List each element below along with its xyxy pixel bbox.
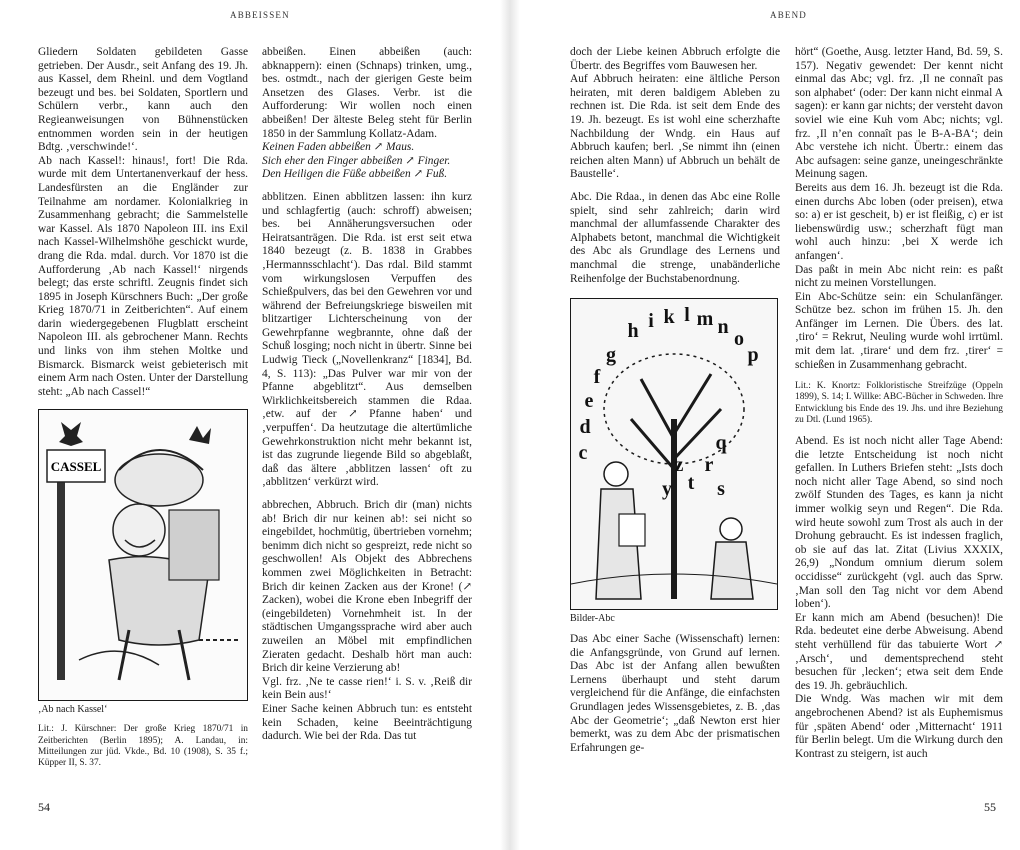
alphabet-letter: l bbox=[684, 304, 690, 327]
paragraph: Vgl. frz. ‚Ne te casse rien!‘ i. S. v. ‚Reiß dir kein Bein aus!‘ bbox=[262, 675, 472, 702]
alphabet-letter: i bbox=[648, 310, 654, 333]
figure-caption: Bilder-Abc bbox=[570, 613, 615, 625]
left-page-column-1 bbox=[38, 46, 248, 806]
alphabet-letter: c bbox=[578, 442, 588, 465]
page-number-right: 55 bbox=[984, 800, 996, 814]
signpost-pole bbox=[57, 480, 65, 680]
pupil-figure bbox=[711, 542, 753, 599]
paragraph: Das paßt in mein Abc nicht rein: es paßt nicht zu meinen Vorstellungen. bbox=[795, 263, 1003, 290]
cross-reference: Sich eher den Finger abbeißen ↗ Finger. bbox=[262, 154, 451, 167]
alphabet-letter: f bbox=[593, 366, 601, 389]
entry-abbrechen: abbrechen, Abbruch. Brich dir (man) nichts ab! Brich dir nur keinen ab!: sei nicht so eingebildet, hochmütig, übertrieben vornehm; benimm dich nicht so gespreizt, rede nicht so geschwollen! Als Objekt des Abbrechens kommen zwei Möglichkeiten in Betracht: Brich dir keinen Zacken aus der Krone! (↗ Zacken), wobei die Krone eben Inbegriff der (eingebildeten) Vornehmheit ist. In der städtischen Umgangssprache wird aber auch zuweilen an Möbel mit empfindlichen Zieraten gedacht. Deshalb hört man auch: Brich dir keine Verzierung ab! bbox=[262, 499, 472, 675]
bilder-abc-woodcut bbox=[570, 298, 778, 610]
cross-reference: Keinen Faden abbeißen ↗ Maus. bbox=[262, 141, 415, 154]
paragraph: hört“ (Goethe, Ausg. letzter Hand, Bd. 59, S. 157). Negativ gewendet: Der kennt nicht einmal das Abc; vgl. frz. ‚Il ne connaît pas son alphabet‘ (oder: Der kann nicht einmal A sagen): er kann gar nichts; der versteht davon soviel wie eine Kuh vom Abc; nichts; vgl. frz. ‚Il n’en connaît pas le B-A-BA‘; dein Abc verstehe ich nicht. Übertr.: einem das Abc aufsagen: seine ganze, uneingeschränkte Meinung sagen. bbox=[795, 46, 1003, 181]
paragraph: Einer Sache keinen Abbruch tun: es entsteht kein Schaden, keine Beeinträchtigung dadurch. Wie bei der Rda. Das tut bbox=[262, 702, 472, 743]
running-head-right: ABEND bbox=[770, 10, 807, 20]
alphabet-letter: y bbox=[662, 478, 672, 501]
literature-note: Lit.: J. Kürschner: Der große Krieg 1870/71 in Zeitberichten (Berlin 1895); A. Landau, in: Mitteilungen zur jüd. Vkde., Bd. 10 (1908), S. 35 f.; Küpper II, S. 37. bbox=[38, 724, 248, 769]
paragraph: Auf Abbruch heiraten: eine ältliche Person heiraten, mit deren baldigem Ableben zu rechnen ist. Die Rda. ist seit dem Ende des 19. Jh. bezeugt. Es ist wohl eine scherzhafte Nachbildung der Wndg. ein Haus auf Abbruch kaufen; berl. ‚Se nimmt ihn (einen reichen alten Mann) uf Abbruch un behält de Baustelle‘. bbox=[570, 73, 780, 181]
alphabet-letter: o bbox=[734, 328, 744, 351]
right-page-column-2 bbox=[795, 46, 1003, 806]
entry-abc: Abc. Die Rdaa., in denen das Abc eine Rolle spielt, sind sehr zahlreich; darin wird manchmal der allumfassende Charakter des Alphabets betont, manchmal die Wichtigkeit des Abc als Grundlage des Lernens und manchmal die strenge, unabänderliche Reihenfolge der Buchstabenordnung. bbox=[570, 190, 780, 285]
paragraph: Ab nach Kassel!: hinaus!, fort! Die Rda. wurde mit dem Untertanenverkauf der hess. Landesfürsten an die Engländer zur Teilnahme am nordamer. Kolonialkrieg in Zusammenhang gebracht; die Sammelstelle war Kassel. Als 1870 Napoleon III. ins Exil nach Kassel-Wilhelmshöhe geschickt wurde, drang die Rda. mdal. durch. Vor 1870 ist die Aufforderung ‚Ab nach Kassel!‘ nirgends belegt; das erste schriftl. Zeugnis findet sich 1895 in Joseph Kürschners Buch: „Der große Krieg 1870/71 in Zeitberichten“. Auf einem darin wiedergegebenen Flugblatt erscheint Napoleon III. als gebrochener Mann. Rechts und links von ihm stehen Moltke und Bismarck. Bismarck weist gebieterisch mit einem Arm nach Osten. Unter der Darstellung steht: „Ab nach Cassel!“ bbox=[38, 154, 248, 398]
paragraph: Die Wndg. Was machen wir mit dem angebrochenen Abend? ist als Euphemismus für ‚späten Abend‘ oder ‚Mitternacht‘ 1911 für Berlin belegt. Um die Wirkung durch den Kontrast zu steigern, ist auch bbox=[795, 693, 1003, 760]
entry-abblitzen: abblitzen. Einen abblitzen lassen: ihn kurz und schlagfertig (auch: schroff) abweisen; bes. bei Annäherungsversuchen oder Heiratsanträgen. Die Rda. ist erst seit etwa 1840 bezeugt (z. B. 1838 in Grabbes ‚Hermannsschlacht‘). Das rdal. Bild stammt vom wirkungslosen Verpuffen des Schießpulvers, das bei den Gewehren vor und während der Befreiungskriege bisweilen mit blitzartiger Lichterscheinung von der Gewehrpfanne wegbrannte, ohne daß der Schuß losging; noch nicht in übertr. Sinne bei Ludwig Tieck („Novellenkranz“ [1834], Bd. 4, S. 113): „Das Pulver war mir von der Pfanne abgeblitzt“. Aus demselben Wirklichkeitsbereich stammen die Rdaa. ‚etw. auf der ↗ Pfanne haben‘ und ‚verpuffen‘. Da heutzutage die altertümliche Gewehrkonstruktion nicht mehr bekannt ist, ist das zugrunde liegende Bild so abgeblaßt, daß das ältere ‚abblitzen lassen‘ oft zu ‚abblitzen‘ verkürzt wird. bbox=[262, 190, 472, 489]
alphabet-letter: r bbox=[704, 454, 714, 477]
alphabet-letter: n bbox=[717, 316, 729, 339]
alphabet-letter: g bbox=[606, 344, 616, 367]
alphabet-letter: e bbox=[584, 390, 594, 413]
paragraph: doch der Liebe keinen Abbruch erfolgte die Übertr. des Begriffes vom Bauwesen her. bbox=[570, 46, 780, 72]
paragraph: Das Abc einer Sache (Wissenschaft) lernen: die Anfangsgründe, von Grund auf lernen. Das Abc ist der Anfang allen bewußten Lernens überhaupt und steht darum vergleichend für die Anfänge, die einfachsten Grundlagen jedes Wissensgebietes, z. B. ‚das Abc der Geometrie‘; „daß Newton erst hier bemerkt, was zu dem Abc der prismatischen Erfahrungen ge- bbox=[570, 633, 780, 754]
alphabet-letter: k bbox=[663, 306, 675, 329]
alphabet-letter: t bbox=[687, 472, 695, 495]
paragraph: Gliedern Soldaten gebildeten Gasse getrieben. Der Ausdr., seit Anfang des 19. Jh. aus Kassel, dem Rheinl. und dem Vogtland bezeugt und bes. bei Soldaten, Sportlern und Schülern verbr., kann auch den Regieanweisungen von Bühnenstücken entnommen worden sein in der heutigen Bdtg. ‚verschwinde!‘. bbox=[38, 46, 248, 154]
literature-note: Lit.: K. Knortz: Folkloristische Streifzüge (Oppeln 1899), S. 14; I. Willke: ABC-Bücher in Schweden. Ihre Entwicklung bis Ende des 19. Jhs. und ihre Beziehung zu Dtl. (Lund 1965). bbox=[795, 381, 1003, 425]
paragraph: Bereits aus dem 16. Jh. bezeugt ist die Rda. einen durchs Abc loben (oder preisen), etwa so: a) er ist gescheit, b) er ist fleißig, c) er ist liebenswürdig usw.; scherzhaft fügt man wohl auch hinzu: ‚bei X werde ich anfangen‘. bbox=[795, 181, 1003, 262]
right-page-column-1 bbox=[570, 46, 780, 806]
page-number-left: 54 bbox=[38, 800, 50, 814]
alphabet-letter: z bbox=[674, 454, 684, 477]
book-gutter bbox=[500, 0, 520, 850]
left-page-column-2 bbox=[262, 46, 472, 806]
alphabet-letter: h bbox=[627, 320, 639, 343]
cassel-sign-text: CASSEL bbox=[50, 459, 102, 475]
alphabet-letter: d bbox=[579, 416, 591, 439]
alphabet-letter: q bbox=[715, 432, 727, 455]
entry-abend: Abend. Es ist noch nicht aller Tage Abend: die letzte Entscheidung ist noch nicht gefallen. In Luthers Briefen steht: „Ists doch noch nicht aller Tage Abend, so sind noch zwölf Stunden des Tages, es kann ja nicht immer wolkig seyn und Regen“. Die Rda. wird heute sowohl zum Trost als auch in der Drohung gebraucht. Es ist indessen fraglich, ob sie auf das lat. Zitat (Livius XXXIX, 26,9) „Nondum omnium dierum solem occidisse“ zurückgeht (vgl. auch das Sprw. ‚Man soll den Tag nicht vor dem Abend loben‘). bbox=[795, 435, 1003, 611]
cross-reference: Den Heiligen die Füße abbeißen ↗ Fuß. bbox=[262, 168, 448, 181]
alphabet-letter: p bbox=[747, 344, 759, 367]
paragraph: Er kann mich am Abend (besuchen)! Die Rda. bedeutet eine derbe Abweisung. Abend steht verhüllend für das tabuierte Wort ↗ ‚Arsch‘, und dementsprechend steht besuchen für ‚lecken‘; etwa seit dem Ende des 19. Jh. gebräuchlich. bbox=[795, 611, 1003, 692]
figure-caption: ‚Ab nach Kassel‘ bbox=[38, 704, 108, 716]
alphabet-letter: m bbox=[696, 308, 714, 331]
paragraph: Ein Abc-Schütze sein: ein Schulanfänger. Schütze bez. schon im frühen 15. Jh. den Anfänger im Lernen. Die Übers. des lat. ‚tiro‘ = Rekrut, Neuling wurde wohl irrtüml. mit dem lat. ‚tirare‘ und dem frz. ‚tirer‘ = schießen in Zusammenhang gebracht. bbox=[795, 290, 1003, 371]
entry-abbeissen: abbeißen. Einen abbeißen (auch: abknappern): einen (Schnaps) trinken, umg., bes. ostmdt., nach der gierigen Geste beim Ansetzen des Glases. Verbr. ist die Aufforderung: Wir wollen noch einen abbeißen! Der älteste Beleg steht für Berlin 1850 in der Sammlung Kollatz-Adam. bbox=[262, 46, 472, 140]
alphabet-letter: s bbox=[717, 478, 725, 501]
ab-nach-kassel-illustration bbox=[38, 409, 248, 701]
running-head-left: ABBEISSEN bbox=[230, 10, 290, 20]
